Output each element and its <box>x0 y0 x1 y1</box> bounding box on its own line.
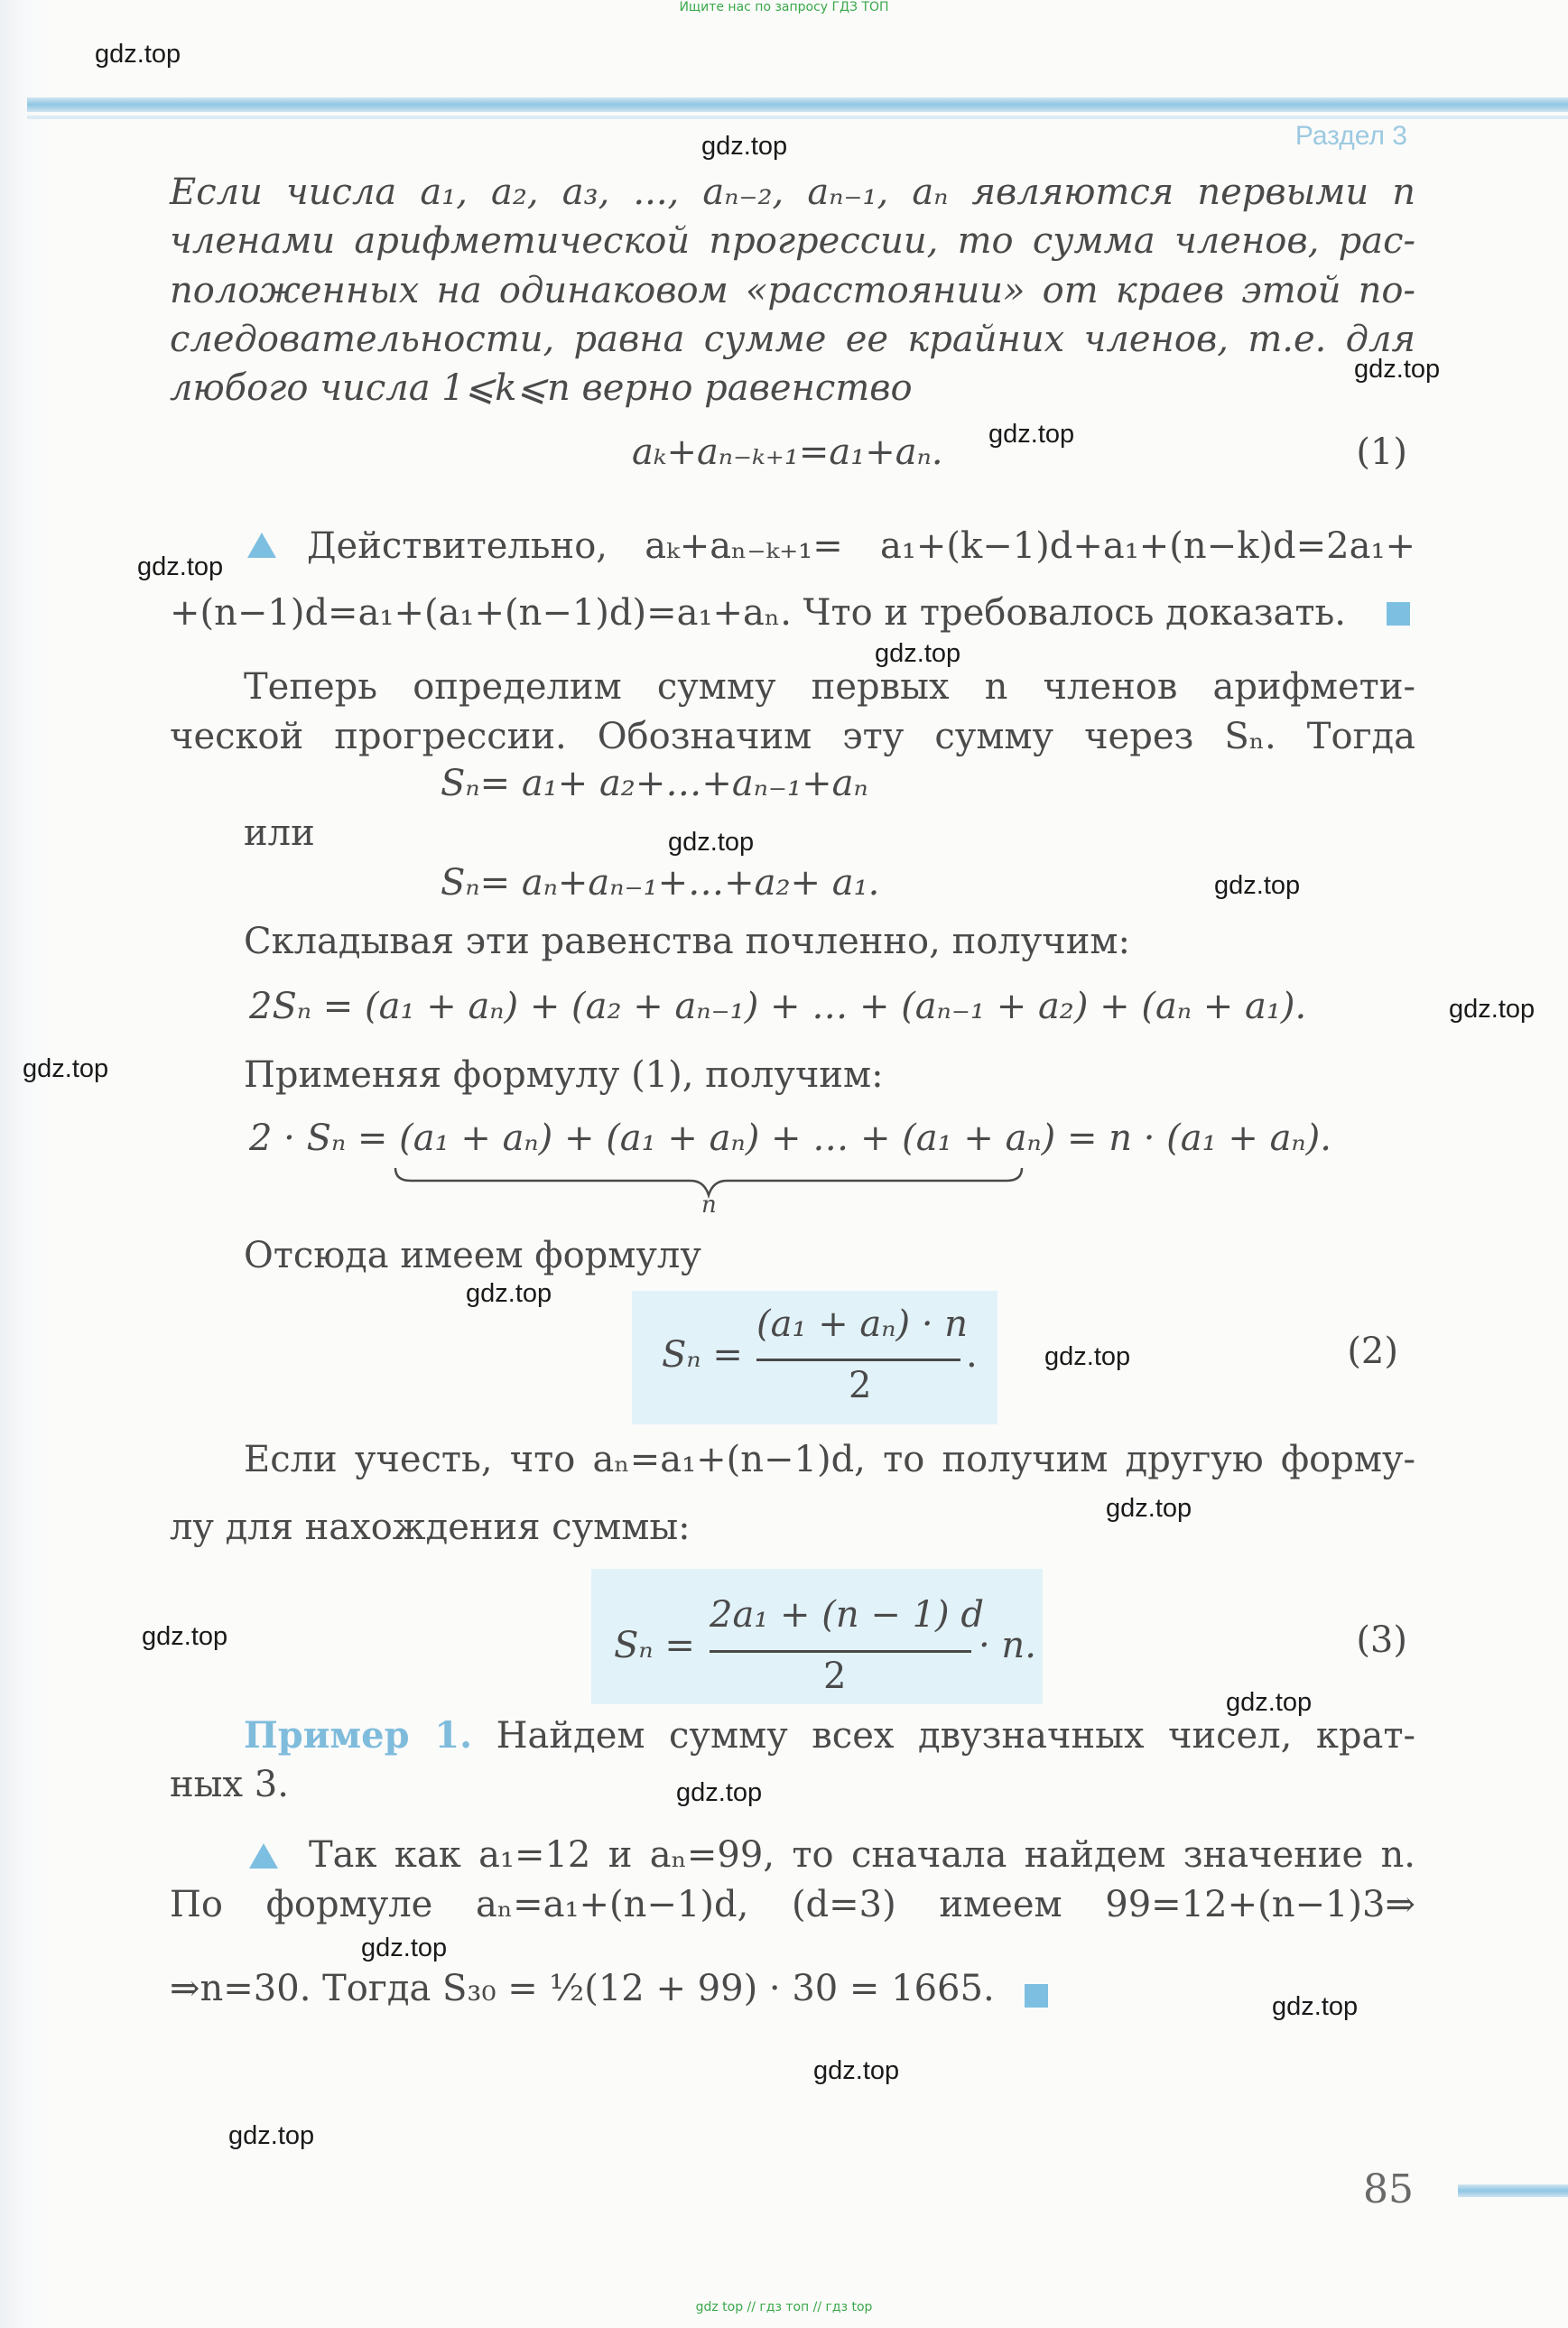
formula-2-denominator: 2 <box>849 1365 872 1406</box>
underbrace-label: n <box>701 1192 717 1219</box>
formula-2-number: (2) <box>1347 1331 1398 1372</box>
watermark: gdz.top <box>1354 355 1441 384</box>
page-number: 85 <box>1363 2166 1414 2212</box>
top-banner: Ищите нас по запросу ГДЗ ТОП <box>679 0 889 14</box>
watermark: gdz.top <box>1044 1342 1131 1371</box>
proof-line: +(n−1)d=a₁+(a₁+(n−1)d)=a₁+aₙ. Что и требовалось доказать. <box>170 592 1347 634</box>
hence-text: Отсюда имеем формулу <box>244 1235 701 1276</box>
solution-line: ⇒n=30. Тогда S₃₀ = ½(12 + 99) · 30 = 1665. <box>170 1968 995 2009</box>
watermark: gdz.top <box>1106 1494 1192 1523</box>
formula-3-tail: · n. <box>979 1625 1036 1666</box>
section-label: Раздел 3 <box>1294 121 1407 151</box>
applying-text: Применяя формулу (1), получим: <box>244 1054 884 1096</box>
sum-equation-2: Sₙ= aₙ+aₙ₋₁+…+a₂+ a₁. <box>441 862 880 904</box>
theorem-line: Если числа a₁, a₂, a₃, ..., aₙ₋₂, aₙ₋₁, aₙ являются первыми n <box>170 172 1415 213</box>
watermark: gdz.top <box>1226 1688 1313 1717</box>
equation-2s: 2Sₙ = (a₁ + aₙ) + (a₂ + aₙ₋₁) + … + (aₙ₋₁ + a₂) + (aₙ + a₁). <box>249 986 1307 1027</box>
taking-line: Если учесть, что aₙ=a₁+(n−1)d, то получим другую форму- <box>244 1439 1415 1480</box>
sum-equation-1: Sₙ= a₁+ a₂+…+aₙ₋₁+aₙ <box>441 763 868 804</box>
theorem-line: следовательности, равна сумме ее крайних членов, т.е. для <box>170 319 1415 360</box>
header-bar <box>27 97 1568 112</box>
proof-line: Действительно, aₖ+aₙ₋ₖ₊₁= a₁+(k−1)d+a₁+(n−k)d=2a₁+ <box>307 525 1415 567</box>
example-line <box>244 1711 1415 1761</box>
proof-start-triangle-icon <box>247 533 276 558</box>
formula-2-lhs: Sₙ = <box>662 1334 743 1376</box>
example-text: Найдем сумму всех двузначных чисел, крат- <box>496 1715 1416 1757</box>
footer-bar <box>1458 2184 1568 2197</box>
formula-3-lhs: Sₙ = <box>614 1625 695 1666</box>
watermark: gdz.top <box>137 552 224 581</box>
solution-line: Так как a₁=12 и aₙ=99, то сначала найдем значение n. <box>309 1834 1415 1876</box>
equation-1: aₖ+aₙ₋ₖ₊₁=a₁+aₙ. <box>632 431 943 473</box>
bottom-banner: gdz top // гдз топ // гдз top <box>695 2300 873 2314</box>
solution-end-square-icon <box>1025 1984 1048 2008</box>
watermark: gdz.top <box>142 1622 228 1651</box>
or-text: или <box>244 812 315 854</box>
theorem-line: любого числа 1⩽k⩽n верно равенство <box>170 367 913 409</box>
formula-3-denominator: 2 <box>823 1656 847 1697</box>
formula-2-period: . <box>966 1334 978 1376</box>
taking-line: лу для нахождения суммы: <box>170 1507 691 1548</box>
example-line: ных 3. <box>170 1764 289 1805</box>
solution-line: По формуле aₙ=a₁+(n−1)d, (d=3) имеем 99=12+(n−1)3⇒ <box>170 1884 1415 1925</box>
watermark: gdz.top <box>361 1934 448 1962</box>
formula-3-number: (3) <box>1356 1619 1407 1661</box>
proof-end-square-icon <box>1387 602 1410 626</box>
sum-intro-line: Теперь определим сумму первых n членов арифмети- <box>244 666 1415 708</box>
watermark: gdz.top <box>668 828 755 857</box>
equation-1-number: (1) <box>1356 431 1407 473</box>
solution-start-triangle-icon <box>249 1843 278 1869</box>
formula-2-fraction-bar <box>756 1359 960 1361</box>
watermark: gdz.top <box>813 2056 900 2085</box>
equation-2s-n: 2 · Sₙ = (a₁ + aₙ) + (a₁ + aₙ) + … + (a₁ + aₙ) = n · (a₁ + aₙ). <box>249 1118 1331 1159</box>
header-bar-shadow <box>27 116 1568 119</box>
watermark: gdz.top <box>875 639 961 668</box>
formula-2-numerator: (a₁ + aₙ) · n <box>756 1303 969 1345</box>
example-label: Пример 1. <box>244 1714 473 1757</box>
watermark: gdz.top <box>23 1054 109 1083</box>
theorem-line: положенных на одинаковом «расстоянии» от краев этой по- <box>170 270 1415 311</box>
sum-intro-line: ческой прогрессии. Обозначим эту сумму через Sₙ. Тогда <box>170 716 1415 757</box>
formula-3-numerator: 2a₁ + (n − 1) d <box>710 1594 984 1636</box>
adding-text: Складывая эти равенства почленно, получим: <box>244 921 1130 962</box>
theorem-line: членами арифметической прогрессии, то сумма членов, рас- <box>170 220 1415 262</box>
watermark: gdz.top <box>676 1778 763 1807</box>
watermark: gdz.top <box>95 40 181 69</box>
watermark: gdz.top <box>466 1279 552 1308</box>
watermark: gdz.top <box>1272 1992 1359 2021</box>
watermark: gdz.top <box>228 2121 315 2150</box>
watermark: gdz.top <box>1214 871 1301 900</box>
watermark: gdz.top <box>1449 995 1536 1024</box>
watermark: gdz.top <box>988 420 1075 449</box>
watermark: gdz.top <box>701 132 788 161</box>
formula-3-fraction-bar <box>710 1650 971 1653</box>
